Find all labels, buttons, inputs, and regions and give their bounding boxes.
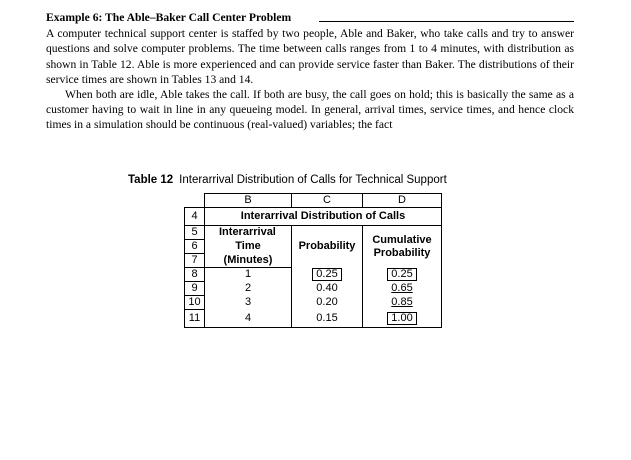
paragraph-1: A computer technical support center is staffed by two people, Able and Baker, who take calls and try to answer questions and solve computer problems. The time between calls ranges from 1 to 4 minutes, with distribution as shown in Table 12. Able is more experienced and can provide service faster than Baker. The distributions of their service times are shown in Tables 13 and 14. bbox=[46, 27, 574, 86]
table-row bbox=[185, 268, 442, 282]
row-number: 11 bbox=[185, 310, 205, 328]
cumulative-value: 0.65 bbox=[391, 282, 413, 294]
time-cell: 2 bbox=[205, 282, 292, 296]
row-number: 7 bbox=[185, 254, 205, 268]
probability-cell bbox=[292, 268, 363, 282]
heading-row bbox=[46, 10, 574, 25]
column-letter-c: C bbox=[292, 194, 363, 208]
probability-header: Probability bbox=[292, 226, 363, 268]
table-row bbox=[185, 226, 442, 240]
heading-rule bbox=[319, 21, 574, 22]
probability-cell: 0.20 bbox=[292, 296, 363, 310]
table-title: Interarrival Distribution of Calls bbox=[205, 208, 442, 226]
table-caption bbox=[128, 174, 447, 186]
cumulative-cell bbox=[363, 282, 442, 296]
interarrival-header-1: Interarrival bbox=[205, 226, 292, 240]
cumulative-cell bbox=[363, 310, 442, 328]
time-cell: 4 bbox=[205, 310, 292, 328]
paragraph-2: When both are idle, Able takes the call. If both are busy, the call goes on hold; this is basically the same as a customer having to wait in line in any queueing model. In general, arrival times, service times, and hence clock times in a simulation should be continuous (real-valued) variables; the fact bbox=[46, 88, 574, 132]
cumulative-cell bbox=[363, 296, 442, 310]
corner-cell bbox=[185, 194, 205, 208]
column-letter-row bbox=[185, 194, 442, 208]
row-number: 10 bbox=[185, 296, 205, 310]
cumulative-header-1: Cumulative bbox=[372, 233, 432, 246]
cumulative-header-2: Probability bbox=[373, 246, 431, 259]
example-heading: Example 6: The Able–Baker Call Center Problem bbox=[46, 11, 292, 24]
interarrival-header-2: Time bbox=[205, 240, 292, 254]
interarrival-header-3: (Minutes) bbox=[205, 254, 292, 268]
row-number: 9 bbox=[185, 282, 205, 296]
row-number: 8 bbox=[185, 268, 205, 282]
table-row bbox=[185, 296, 442, 310]
row-number: 6 bbox=[185, 240, 205, 254]
cumulative-cell bbox=[363, 268, 442, 282]
row-number: 4 bbox=[185, 208, 205, 226]
time-cell: 1 bbox=[205, 268, 292, 282]
row-number: 5 bbox=[185, 226, 205, 240]
spreadsheet-table bbox=[184, 193, 442, 328]
cumulative-value: 0.85 bbox=[391, 296, 413, 308]
table-caption-text: Interarrival Distribution of Calls for Technical Support bbox=[179, 174, 447, 186]
table-row bbox=[185, 310, 442, 328]
probability-cell: 0.40 bbox=[292, 282, 363, 296]
probability-cell: 0.15 bbox=[292, 310, 363, 328]
cumulative-value: 0.25 bbox=[387, 268, 416, 281]
table-row bbox=[185, 282, 442, 296]
text-block bbox=[46, 10, 574, 133]
cumulative-value: 1.00 bbox=[387, 312, 416, 325]
time-cell: 3 bbox=[205, 296, 292, 310]
table-row bbox=[185, 208, 442, 226]
table-caption-label: Table 12 bbox=[128, 174, 174, 186]
column-letter-b: B bbox=[205, 194, 292, 208]
cumulative-header bbox=[363, 226, 442, 268]
probability-value: 0.25 bbox=[312, 268, 341, 281]
column-letter-d: D bbox=[363, 194, 442, 208]
